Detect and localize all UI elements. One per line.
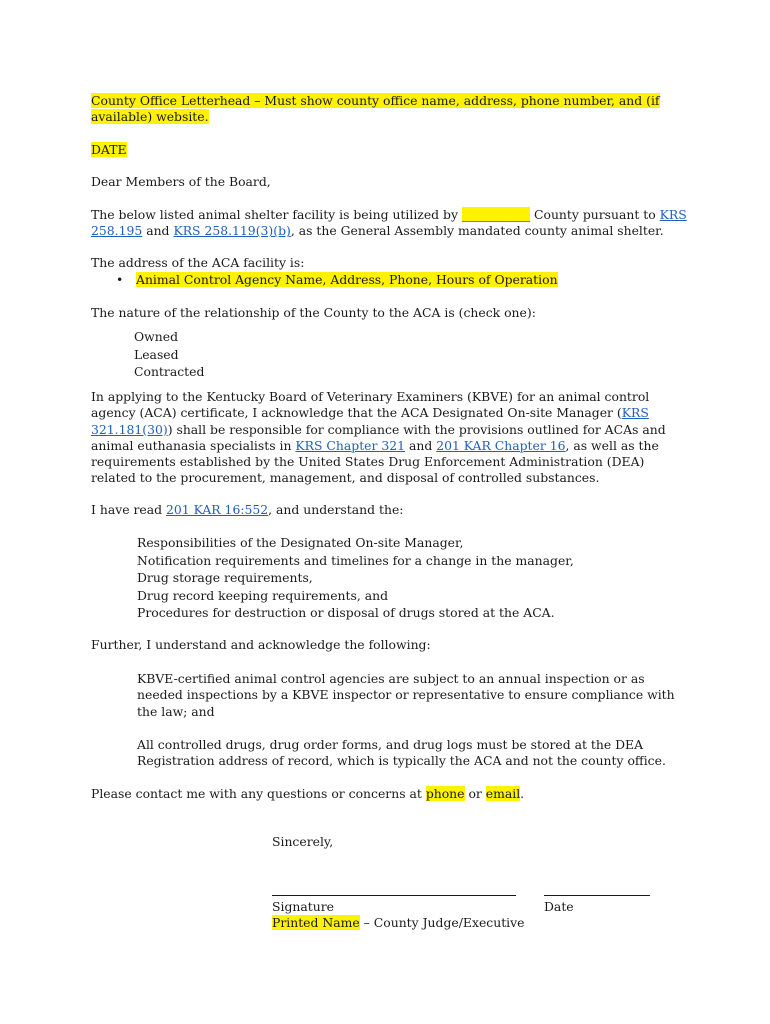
date-line [544, 895, 650, 896]
date-label: Date [544, 899, 574, 914]
list-item: Drug storage requirements, [137, 570, 313, 585]
relationship-options [91, 329, 691, 382]
link-201-kar-chapter-16[interactable]: 201 KAR Chapter 16 [436, 437, 566, 453]
list-item: Notification requirements and timelines for a change in the manager, [137, 552, 574, 568]
option-owned[interactable]: Owned [134, 329, 179, 344]
checkbox-icon[interactable] [115, 737, 137, 770]
read-line: I have read 201 KAR 16:552, and understand the: [91, 502, 404, 517]
contact-line: Please contact me with any questions or concerns at phone or email. [91, 786, 525, 801]
ack-item: KBVE-certified animal control agencies are subject to an annual inspection or as needed inspections by a KBVE inspector or representative to ensure compliance with the law; and [91, 671, 675, 720]
paragraph-shelter: The below listed animal shelter facility is being utilized by ___________ County pursuant to KRS 258.195 and KRS 258.119(3)(b), as the General Assembly mandated county animal shelter. [91, 207, 687, 239]
signature-label: Signature [272, 899, 334, 914]
link-krs-321-181[interactable]: KRS 321.181(30) [91, 405, 649, 437]
checkbox-icon[interactable] [115, 671, 137, 720]
option-leased[interactable]: Leased [134, 346, 179, 362]
county-blank: ___________ [461, 207, 531, 222]
link-krs-chapter-321[interactable]: KRS Chapter 321 [295, 437, 406, 453]
bullet-icon: • [116, 272, 124, 287]
date-placeholder: DATE [91, 142, 127, 157]
email-placeholder: email [485, 786, 521, 801]
address-bullet: • Animal Control Agency Name, Address, Phone, Hours of Operation [116, 272, 558, 287]
list-item: Drug record keeping requirements, and [137, 587, 389, 603]
phone-placeholder: phone [425, 786, 465, 801]
link-krs-258-195[interactable]: KRS 258.195 [91, 207, 687, 239]
paragraph-kbve: In applying to the Kentucky Board of Veterinary Examiners (KBVE) for an animal control agency (ACA) certificate, I acknowledge that the ACA Designated On-site Manager (KRS 321.181(30)) shall be responsible for compliance with the provisions outlined for ACAs and animal euthanasia specialists in KRS Chapter 321 and 201 KAR Chapter 16, as well as the requirements established by the United States Drug Enforcement Administration (DEA) related to the procurement, management, and disposal of controlled substances. [91, 389, 666, 486]
address-intro: The address of the ACA facility is: [91, 255, 305, 270]
read-items-list [91, 535, 691, 623]
signature-line [272, 895, 516, 896]
link-201-kar-16-552[interactable]: 201 KAR 16:552 [166, 502, 269, 517]
further-intro: Further, I understand and acknowledge the following: [91, 637, 431, 652]
link-krs-258-119[interactable]: KRS 258.119(3)(b) [173, 223, 291, 239]
list-item: Procedures for destruction or disposal of drugs stored at the ACA. [137, 605, 555, 620]
relationship-intro: The nature of the relationship of the County to the ACA is (check one): [91, 305, 536, 320]
printed-name-placeholder: Printed Name [272, 915, 360, 930]
list-item: Responsibilities of the Designated On-site Manager, [137, 535, 464, 550]
letterhead-instruction: County Office Letterhead – Must show county office name, address, phone number, and (if available) website. [91, 93, 660, 125]
closing: Sincerely, [272, 834, 334, 849]
ack-item: All controlled drugs, drug order forms, and drug logs must be stored at the DEA Registration address of record, which is typically the ACA and not the county office. [91, 737, 675, 770]
option-contracted[interactable]: Contracted [134, 364, 205, 379]
printed-name-line: Printed Name – County Judge/Executive [272, 915, 525, 930]
salutation: Dear Members of the Board, [91, 174, 271, 189]
